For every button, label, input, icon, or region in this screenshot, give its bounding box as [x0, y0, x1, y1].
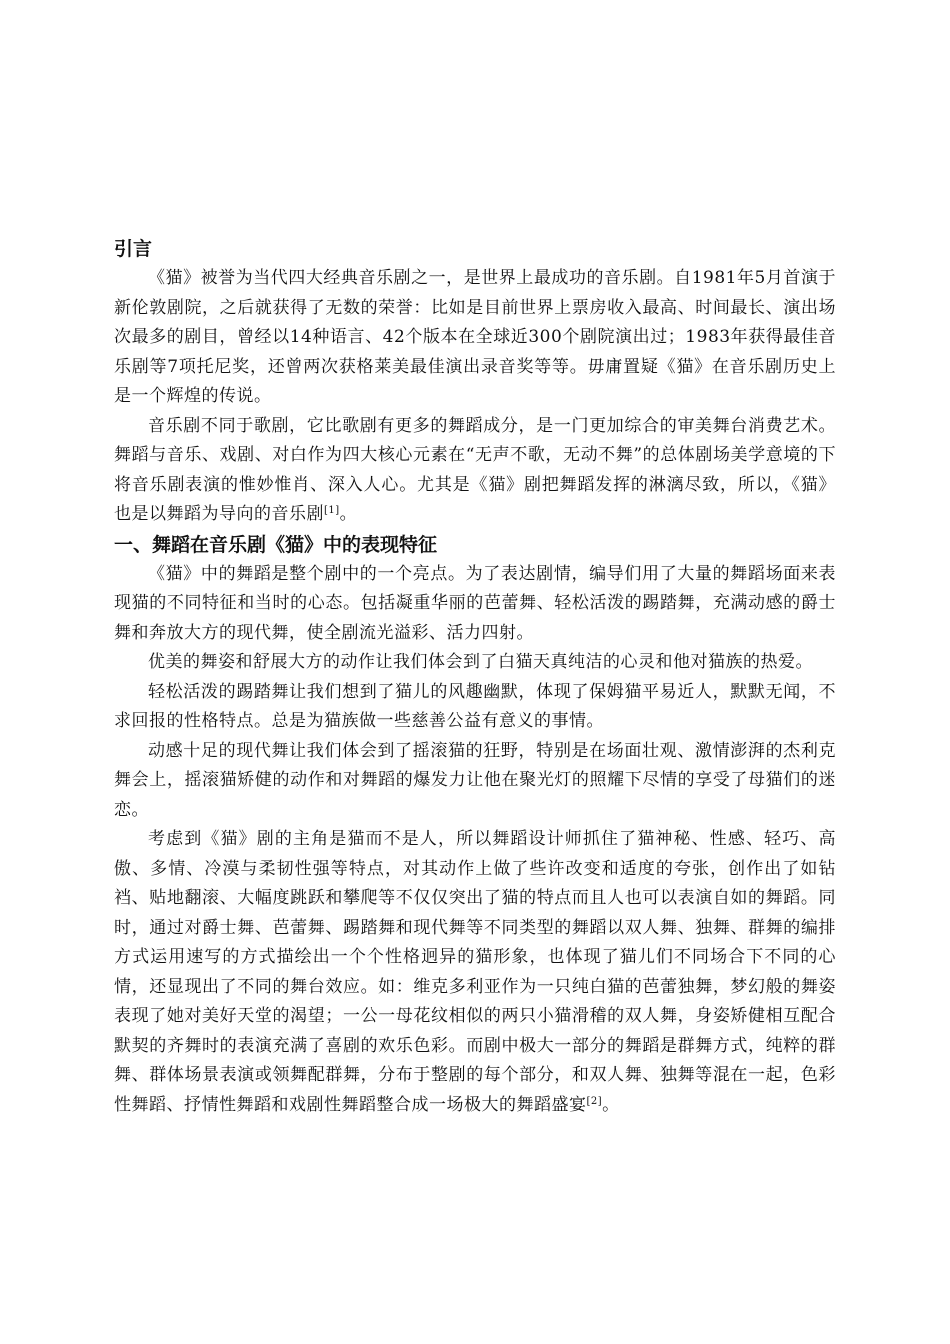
paragraph	[114, 737, 836, 826]
paragraph-tail: 。	[602, 1094, 620, 1115]
paragraph-tail: 。	[339, 504, 358, 524]
paragraph	[114, 412, 836, 530]
citation-ref[interactable]: [2]	[586, 1095, 603, 1107]
section-heading-dance: 一、舞蹈在音乐剧《猫》中的表现特征	[114, 533, 438, 556]
paragraph	[114, 648, 836, 678]
paragraph	[114, 264, 836, 412]
section-heading-intro: 引言	[114, 238, 153, 260]
paragraph-text: 轻松活泼的踢踏舞让我们想到了猫儿的风趣幽默，体现了保姆猫平易近人，默默无闻，不求回报的性格特点。总是为猫族做一些慈善公益有意义的事情。	[114, 681, 836, 731]
paragraph	[114, 560, 836, 649]
paragraph-text: 音乐剧不同于歌剧，它比歌剧有更多的舞蹈成分，是一门更加综合的审美舞台消费艺术。舞蹈与音乐、戏剧、对白作为四大核心元素在“无声不歌，无动不舞”的总体剧场美学意境的下将音乐剧表演的惟妙惟肖、深入人心。尤其是《猫》剧把舞蹈发挥的淋漓尽致，所以，《猫》也是以舞蹈为导向的音乐剧	[114, 415, 836, 524]
paragraph-text: 优美的舞姿和舒展大方的动作让我们体会到了白猫天真纯洁的心灵和他对猫族的热爱。	[148, 652, 813, 672]
paragraph	[114, 678, 836, 737]
paragraph	[114, 825, 836, 1120]
paragraph-text: 《猫》中的舞蹈是整个剧中的一个亮点。为了表达剧情，编导们用了大量的舞蹈场面来表现猫的不同特征和当时的心态。包括凝重华丽的芭蕾舞、轻松活泼的踢踏舞，充满动感的爵士舞和奔放大方的现代舞，使全剧流光溢彩、活力四射。	[114, 563, 836, 643]
document-body	[114, 234, 836, 1120]
paragraph-text: 动感十足的现代舞让我们体会到了摇滚猫的狂野，特别是在场面壮观、激情澎湃的杰利克舞会上，摇滚猫矫健的动作和对舞蹈的爆发力让他在聚光灯的照耀下尽情的享受了母猫们的迷恋。	[114, 740, 836, 820]
paragraph-text: 考虑到《猫》剧的主角是猫而不是人，所以舞蹈设计师抓住了猫神秘、性感、轻巧、高傲、多情、冷漠与柔韧性强等特点，对其动作上做了些许改变和适度的夸张，创作出了如钻裆、贴地翻滚、大幅度跳跃和攀爬等不仅仅突出了猫的特点而且人也可以表演自如的舞蹈。同时，通过对爵士舞、芭蕾舞、踢踏舞和现代舞等不同类型的舞蹈以双人舞、独舞、群舞的编排方式运用速写的方式描绘出一个个性格迥异的猫形象，也体现了猫儿们不同场合下不同的心情，还显现出了不同的舞台效应。如：维克多利亚作为一只纯白猫的芭蕾独舞，梦幻般的舞姿表现了她对美好天堂的渴望；一公一母花纹相似的两只小猫滑稽的双人舞，身姿矫健相互配合默契的齐舞时的表演充满了喜剧的欢乐色彩。而剧中极大一部分的舞蹈是群舞方式，纯粹的群舞、群体场景表演或领舞配群舞，分布于整剧的每个部分，和双人舞、独舞等混在一起，色彩性舞蹈、抒情性舞蹈和戏剧性舞蹈整合成一场极大的舞蹈盛宴	[114, 829, 836, 1115]
citation-ref[interactable]: [1]	[324, 505, 340, 516]
paragraph-text: 《猫》被誉为当代四大经典音乐剧之一，是世界上最成功的音乐剧。自1981年5月首演于新伦敦剧院，之后就获得了无数的荣誉：比如是目前世界上票房收入最高、时间最长、演出场次最多的剧目，曾经以14种语言、42个版本在全球近300个剧院演出过；1983年获得最佳音乐剧等7项托尼奖，还曾两次获格莱美最佳演出录音奖等等。毋庸置疑《猫》在音乐剧历史上是一个辉煌的传说。	[114, 268, 836, 406]
